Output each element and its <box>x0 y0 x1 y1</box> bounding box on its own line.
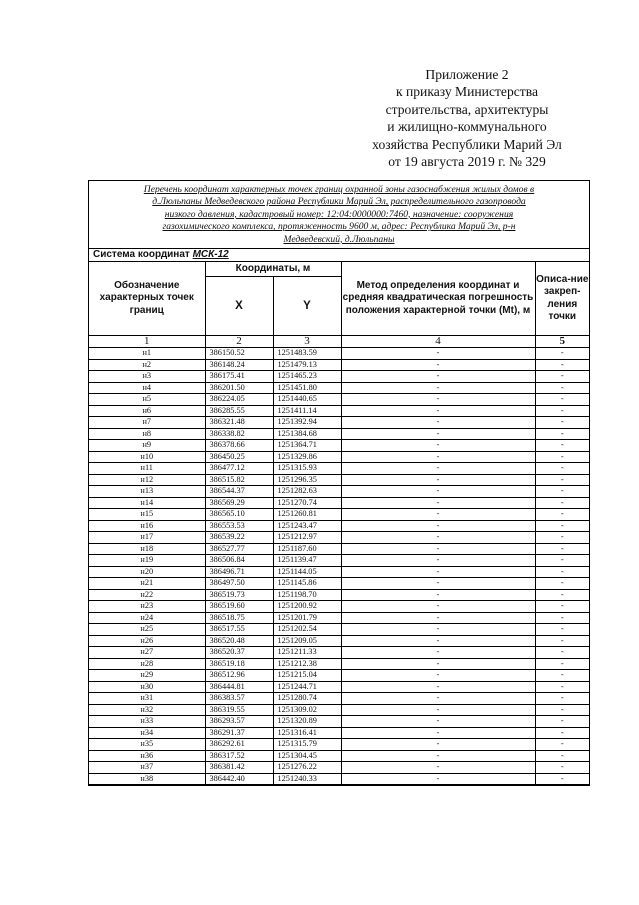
table-row <box>89 716 589 728</box>
point-cell: н12 <box>89 474 205 486</box>
method-cell: - <box>341 612 535 624</box>
x-cell: 386378.66 <box>205 440 273 452</box>
description-cell: - <box>535 624 589 636</box>
point-cell: н3 <box>89 371 205 383</box>
y-cell: 1251201.79 <box>273 612 341 624</box>
method-cell: - <box>341 624 535 636</box>
table-row <box>89 739 589 751</box>
y-cell: 1251479.13 <box>273 359 341 371</box>
description-cell: - <box>535 394 589 406</box>
point-cell: н27 <box>89 647 205 659</box>
x-cell: 386519.18 <box>205 658 273 670</box>
description-cell: - <box>535 359 589 371</box>
description-cell: - <box>535 497 589 509</box>
x-cell: 386201.50 <box>205 382 273 394</box>
method-cell: - <box>341 578 535 590</box>
description-cell: - <box>535 773 589 785</box>
method-cell: - <box>341 555 535 567</box>
point-cell: н37 <box>89 762 205 774</box>
appendix-line: Приложение 2 <box>425 67 509 82</box>
x-cell: 386319.55 <box>205 704 273 716</box>
column-number: 4 <box>341 336 535 348</box>
point-cell: н24 <box>89 612 205 624</box>
method-cell: - <box>341 348 535 360</box>
table-row <box>89 532 589 544</box>
y-cell: 1251315.79 <box>273 739 341 751</box>
x-cell: 386496.71 <box>205 566 273 578</box>
table-row <box>89 670 589 682</box>
x-cell: 386175.41 <box>205 371 273 383</box>
description-cell: - <box>535 578 589 590</box>
method-cell: - <box>341 405 535 417</box>
x-cell: 386520.48 <box>205 635 273 647</box>
point-cell: н22 <box>89 589 205 601</box>
table-row <box>89 382 589 394</box>
coordinate-system-cell <box>89 249 589 262</box>
table-row <box>89 348 589 360</box>
point-cell: н26 <box>89 635 205 647</box>
point-cell: н32 <box>89 704 205 716</box>
method-cell: - <box>341 589 535 601</box>
point-cell: н2 <box>89 359 205 371</box>
y-cell: 1251270.74 <box>273 497 341 509</box>
y-cell: 1251364.71 <box>273 440 341 452</box>
description-cell: - <box>535 658 589 670</box>
point-cell: н13 <box>89 486 205 498</box>
table-row <box>89 578 589 590</box>
method-cell: - <box>341 440 535 452</box>
caption-line: д.Люльпаны Медведевского района Республики Марий Эл, распределительного газопровода <box>152 196 526 208</box>
y-cell: 1251282.63 <box>273 486 341 498</box>
table-row <box>89 359 589 371</box>
x-cell: 386497.50 <box>205 578 273 590</box>
method-cell: - <box>341 382 535 394</box>
y-cell: 1251212.38 <box>273 658 341 670</box>
y-cell: 1251260.81 <box>273 509 341 521</box>
y-cell: 1251145.86 <box>273 578 341 590</box>
table-row <box>89 405 589 417</box>
method-cell: - <box>341 635 535 647</box>
table-row <box>89 727 589 739</box>
method-cell: - <box>341 371 535 383</box>
description-cell: - <box>535 451 589 463</box>
y-cell: 1251187.60 <box>273 543 341 555</box>
table-row <box>89 394 589 406</box>
description-cell: - <box>535 382 589 394</box>
description-cell: - <box>535 612 589 624</box>
y-cell: 1251465.23 <box>273 371 341 383</box>
method-cell: - <box>341 532 535 544</box>
appendix-header <box>360 66 574 170</box>
coordinates-document <box>88 180 590 786</box>
point-cell: н31 <box>89 693 205 705</box>
point-cell: н36 <box>89 750 205 762</box>
x-cell: 386539.22 <box>205 532 273 544</box>
description-cell: - <box>535 348 589 360</box>
x-cell: 386383.57 <box>205 693 273 705</box>
header-coordinates: Координаты, м <box>205 262 341 277</box>
description-cell: - <box>535 693 589 705</box>
description-cell: - <box>535 647 589 659</box>
point-cell: н25 <box>89 624 205 636</box>
point-cell: н20 <box>89 566 205 578</box>
table-row <box>89 497 589 509</box>
table-caption <box>89 181 589 249</box>
x-cell: 386544.37 <box>205 486 273 498</box>
method-cell: - <box>341 647 535 659</box>
description-cell: - <box>535 555 589 567</box>
column-number: 3 <box>273 336 341 348</box>
method-cell: - <box>341 509 535 521</box>
y-cell: 1251451.80 <box>273 382 341 394</box>
y-cell: 1251243.47 <box>273 520 341 532</box>
description-cell: - <box>535 440 589 452</box>
x-cell: 386444.81 <box>205 681 273 693</box>
method-cell: - <box>341 520 535 532</box>
y-cell: 1251316.41 <box>273 727 341 739</box>
table-row <box>89 704 589 716</box>
description-cell: - <box>535 474 589 486</box>
point-cell: н9 <box>89 440 205 452</box>
x-cell: 386381.42 <box>205 762 273 774</box>
point-cell: н17 <box>89 532 205 544</box>
description-cell: - <box>535 635 589 647</box>
table-row <box>89 451 589 463</box>
point-cell: н11 <box>89 463 205 475</box>
method-cell: - <box>341 394 535 406</box>
x-cell: 386517.55 <box>205 624 273 636</box>
method-cell: - <box>341 451 535 463</box>
header-method: Метод определения координат и средняя квадратическая погрешность положения характерной точки (Mt), м <box>341 262 535 336</box>
description-cell: - <box>535 417 589 429</box>
table-row <box>89 428 589 440</box>
y-cell: 1251202.54 <box>273 624 341 636</box>
y-cell: 1251276.22 <box>273 762 341 774</box>
x-cell: 386450.25 <box>205 451 273 463</box>
point-cell: н28 <box>89 658 205 670</box>
appendix-line: строительства, архитектуры <box>385 101 549 117</box>
coordinates-table <box>89 249 589 785</box>
y-cell: 1251329.86 <box>273 451 341 463</box>
method-cell: - <box>341 543 535 555</box>
description-cell: - <box>535 739 589 751</box>
x-cell: 386321.48 <box>205 417 273 429</box>
table-row <box>89 647 589 659</box>
method-cell: - <box>341 773 535 785</box>
x-cell: 386338.82 <box>205 428 273 440</box>
y-cell: 1251198.70 <box>273 589 341 601</box>
x-cell: 386506.84 <box>205 555 273 567</box>
point-cell: н16 <box>89 520 205 532</box>
description-cell: - <box>535 601 589 613</box>
y-cell: 1251309.02 <box>273 704 341 716</box>
point-cell: н19 <box>89 555 205 567</box>
x-cell: 386293.57 <box>205 716 273 728</box>
table-row <box>89 693 589 705</box>
x-cell: 386512.96 <box>205 670 273 682</box>
x-cell: 386519.60 <box>205 601 273 613</box>
y-cell: 1251296.35 <box>273 474 341 486</box>
method-cell: - <box>341 359 535 371</box>
description-cell: - <box>535 509 589 521</box>
table-row <box>89 509 589 521</box>
table-row <box>89 555 589 567</box>
y-cell: 1251280.74 <box>273 693 341 705</box>
description-cell: - <box>535 589 589 601</box>
method-cell: - <box>341 474 535 486</box>
description-cell: - <box>535 670 589 682</box>
x-cell: 386292.61 <box>205 739 273 751</box>
column-number-row <box>89 336 589 348</box>
point-cell: н29 <box>89 670 205 682</box>
y-cell: 1251209.05 <box>273 635 341 647</box>
table-row <box>89 681 589 693</box>
method-cell: - <box>341 681 535 693</box>
method-cell: - <box>341 716 535 728</box>
point-cell: н34 <box>89 727 205 739</box>
description-cell: - <box>535 750 589 762</box>
table-row <box>89 543 589 555</box>
point-cell: н23 <box>89 601 205 613</box>
header-description: Описа-ние закреп-ления точки <box>535 262 589 336</box>
point-cell: н30 <box>89 681 205 693</box>
y-cell: 1251411.14 <box>273 405 341 417</box>
caption-line: газохимического комплекса, протяженность 9600 м, адрес: Республика Марий Эл, р-н <box>162 221 516 233</box>
point-cell: н7 <box>89 417 205 429</box>
point-cell: н38 <box>89 773 205 785</box>
x-cell: 386291.37 <box>205 727 273 739</box>
y-cell: 1251315.93 <box>273 463 341 475</box>
description-cell: - <box>535 371 589 383</box>
description-cell: - <box>535 704 589 716</box>
column-number: 5 <box>535 336 589 348</box>
point-cell: н35 <box>89 739 205 751</box>
y-cell: 1251240.33 <box>273 773 341 785</box>
table-row <box>89 601 589 613</box>
appendix-line: от 19 августа 2019 г. № 329 <box>388 154 546 170</box>
description-cell: - <box>535 762 589 774</box>
method-cell: - <box>341 566 535 578</box>
method-cell: - <box>341 762 535 774</box>
method-cell: - <box>341 428 535 440</box>
method-cell: - <box>341 704 535 716</box>
appendix-line: хозяйства Республики Марий Эл <box>372 136 562 152</box>
x-cell: 386515.82 <box>205 474 273 486</box>
table-row <box>89 750 589 762</box>
method-cell: - <box>341 497 535 509</box>
x-cell: 386565.10 <box>205 509 273 521</box>
point-cell: н4 <box>89 382 205 394</box>
table-row <box>89 440 589 452</box>
y-cell: 1251384.68 <box>273 428 341 440</box>
y-cell: 1251139.47 <box>273 555 341 567</box>
appendix-line: и жилищно-коммунального <box>387 119 547 135</box>
header-x: X <box>205 277 273 336</box>
point-cell: н15 <box>89 509 205 521</box>
description-cell: - <box>535 532 589 544</box>
y-cell: 1251320.89 <box>273 716 341 728</box>
y-cell: 1251211.33 <box>273 647 341 659</box>
table-row <box>89 612 589 624</box>
description-cell: - <box>535 681 589 693</box>
caption-line: Перечень координат характерных точек границ охранной зоны газоснабжения жилых домов в <box>143 184 535 195</box>
table-row <box>89 474 589 486</box>
description-cell: - <box>535 543 589 555</box>
table-row <box>89 417 589 429</box>
x-cell: 386285.55 <box>205 405 273 417</box>
y-cell: 1251212.97 <box>273 532 341 544</box>
x-cell: 386148.24 <box>205 359 273 371</box>
description-cell: - <box>535 520 589 532</box>
x-cell: 386519.73 <box>205 589 273 601</box>
description-cell: - <box>535 486 589 498</box>
x-cell: 386224.05 <box>205 394 273 406</box>
method-cell: - <box>341 601 535 613</box>
y-cell: 1251483.59 <box>273 348 341 360</box>
table-row <box>89 773 589 785</box>
point-cell: н14 <box>89 497 205 509</box>
description-cell: - <box>535 463 589 475</box>
table-row <box>89 486 589 498</box>
method-cell: - <box>341 693 535 705</box>
method-cell: - <box>341 486 535 498</box>
x-cell: 386518.75 <box>205 612 273 624</box>
column-number: 1 <box>89 336 205 348</box>
table-row <box>89 371 589 383</box>
x-cell: 386150.52 <box>205 348 273 360</box>
coordinate-system-label: Система координат <box>93 249 193 261</box>
x-cell: 386477.12 <box>205 463 273 475</box>
column-number: 2 <box>205 336 273 348</box>
point-cell: н21 <box>89 578 205 590</box>
description-cell: - <box>535 716 589 728</box>
description-cell: - <box>535 566 589 578</box>
table-row <box>89 566 589 578</box>
point-cell: н1 <box>89 348 205 360</box>
x-cell: 386553.53 <box>205 520 273 532</box>
y-cell: 1251244.71 <box>273 681 341 693</box>
x-cell: 386520.37 <box>205 647 273 659</box>
coordinate-system-row <box>89 249 589 262</box>
x-cell: 386569.29 <box>205 497 273 509</box>
method-cell: - <box>341 739 535 751</box>
table-row <box>89 624 589 636</box>
point-cell: н8 <box>89 428 205 440</box>
method-cell: - <box>341 727 535 739</box>
y-cell: 1251215.04 <box>273 670 341 682</box>
description-cell: - <box>535 405 589 417</box>
coordinates-table-body <box>89 348 589 785</box>
method-cell: - <box>341 750 535 762</box>
header-row <box>89 262 589 277</box>
point-cell: н18 <box>89 543 205 555</box>
coordinate-system-name: МСК-12 <box>192 249 229 261</box>
table-row <box>89 589 589 601</box>
point-cell: н5 <box>89 394 205 406</box>
method-cell: - <box>341 463 535 475</box>
y-cell: 1251304.45 <box>273 750 341 762</box>
point-cell: н33 <box>89 716 205 728</box>
caption-line: низкого давления, кадастровый номер: 12:04:0000000:7460, назначение: сооружения <box>164 208 514 220</box>
description-cell: - <box>535 428 589 440</box>
method-cell: - <box>341 670 535 682</box>
table-row <box>89 520 589 532</box>
header-point-designation: Обозначение характерных точек границ <box>89 262 205 336</box>
table-row <box>89 463 589 475</box>
x-cell: 386317.52 <box>205 750 273 762</box>
point-cell: н6 <box>89 405 205 417</box>
header-y: Y <box>273 277 341 336</box>
y-cell: 1251392.94 <box>273 417 341 429</box>
caption-line: Медведевский, д.Люльпаны <box>283 233 395 245</box>
x-cell: 386442.40 <box>205 773 273 785</box>
description-cell: - <box>535 727 589 739</box>
y-cell: 1251144.05 <box>273 566 341 578</box>
point-cell: н10 <box>89 451 205 463</box>
x-cell: 386527.77 <box>205 543 273 555</box>
y-cell: 1251440.65 <box>273 394 341 406</box>
table-row <box>89 762 589 774</box>
method-cell: - <box>341 658 535 670</box>
method-cell: - <box>341 417 535 429</box>
appendix-line: к приказу Министерства <box>395 84 539 100</box>
table-row <box>89 635 589 647</box>
y-cell: 1251200.92 <box>273 601 341 613</box>
table-row <box>89 658 589 670</box>
